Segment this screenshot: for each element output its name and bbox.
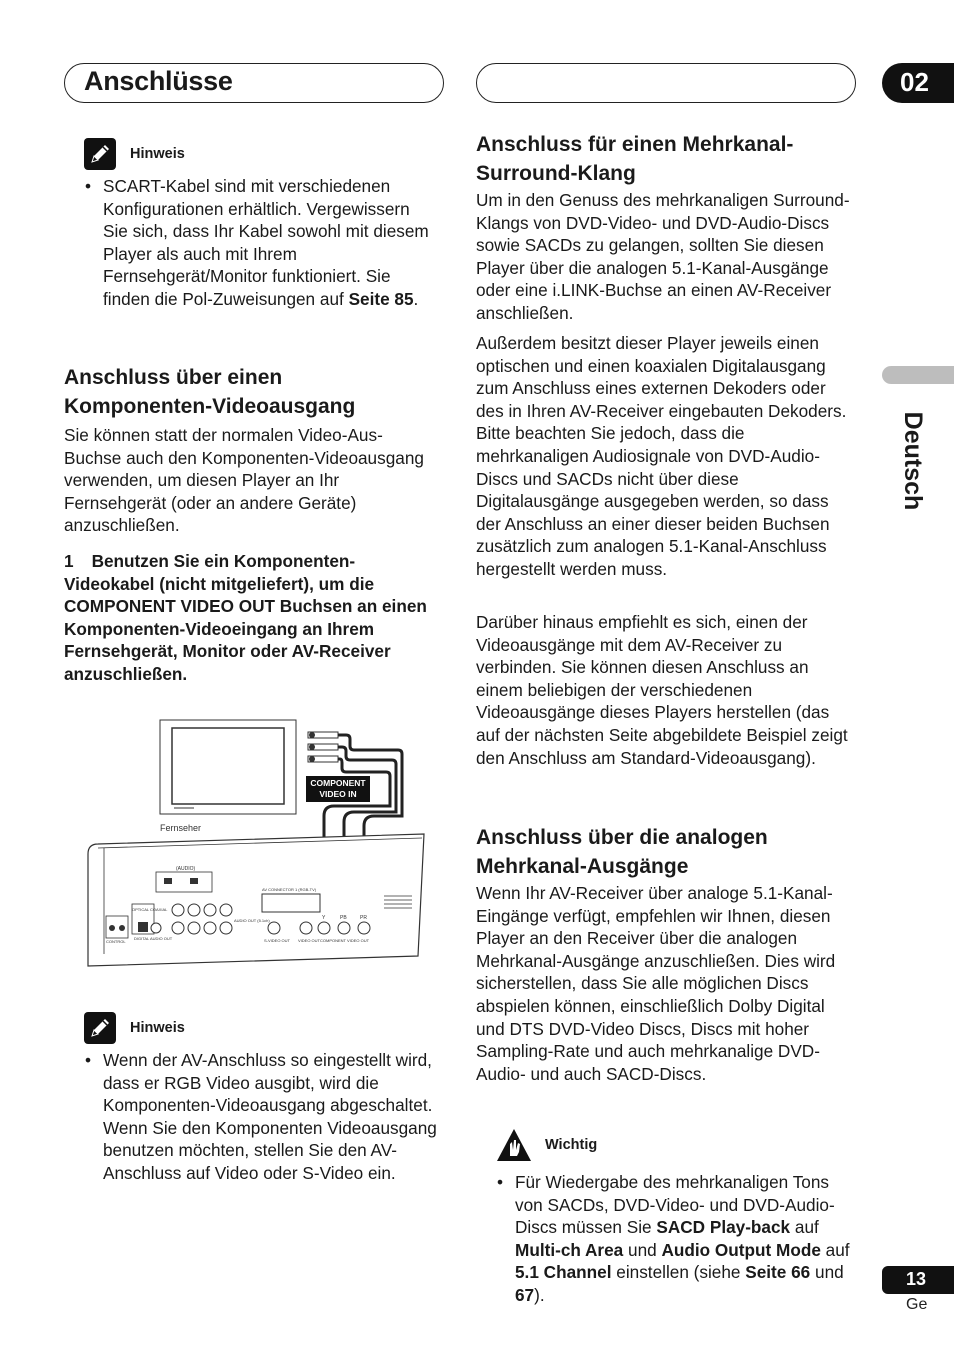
header-empty-frame [476,63,856,103]
warning-text: auf [790,1217,819,1238]
side-tab-language: Deutsch [899,411,927,511]
panel-component-label: COMPONENT VIDEO OUT [320,938,370,943]
step-number: 1 [64,551,74,571]
warning-text: und [623,1239,662,1260]
setting-name: Audio Output Mode [661,1239,821,1260]
section-paragraph: Um in den Genuss des mehrkanaligen Surround-Klangs von DVD-Video- und DVD-Audio-Discs sowie SACDs zu gelangen, sollten Sie diesen Player über die analogen 5.1-Kanal-Ausgänge oder eine i.LINK-Buchse an einen AV-Receiver anschließen. [476,190,850,323]
warning-text: und [810,1262,844,1283]
panel-pr-label: PR [360,915,367,921]
side-tab-bar [882,366,954,384]
tv-input-jacks [308,732,338,762]
tv-label: Fernseher [160,823,202,833]
page-number: 13 [906,1269,927,1289]
page-reference[interactable]: 67 [515,1284,535,1305]
page-reference[interactable]: Seite 85 [348,288,414,309]
panel-pb-label: PB [340,915,347,921]
chapter-badge [882,63,954,103]
panel-digital-label: DIGITAL AUDIO OUT [134,936,173,941]
note-text: SCART-Kabel sind mit verschiedenen Konfigurationen erhältlich. Vergewissern Sie sich, dass Ihr Kabel sowohl mit diesem Player als auch mit Ihrem Fernsehgerät/Monitor funktioniert. Sie finden die Pol-Zuweisungen auf [103,176,429,309]
warning-icon [496,1128,532,1162]
warning-label: Wichtig [545,1137,598,1153]
panel-audio-label: (AUDIO) [176,866,196,872]
panel-optical-label: OPTICAL [132,907,150,912]
chapter-number: 02 [900,67,929,97]
connection-diagram [84,716,434,976]
note-label: Hinweis [130,146,185,162]
note-icon [84,138,116,170]
section-paragraph: Wenn Ihr AV-Receiver über analoge 5.1-Kanal-Eingänge verfügt, empfehlen wir Ihnen, diesen Player an den Receiver über die analogen Mehrkanal-Ausgänge anzuschließen. Dies wird sicherstellen, dass Sie alle möglichen Discs abspielen können, einschließlich Dolby Digital und DTS DVD-Video Discs, Discs mit hoher Sampling-Rate und auch mehrkanalige DVD-Audio- und auch SACD-Discs. [476,883,836,1084]
section-heading: Anschluss über die analogen Mehrkanal-Ausgänge [476,826,768,878]
note-text-end: . [413,288,419,309]
panel-coaxial-label: COAXIAL [150,907,168,912]
step-1 [64,550,429,686]
page-title: Anschlüsse [84,66,233,96]
panel-y-label: Y [322,915,326,921]
panel-audio-out-label: AUDIO OUT (5.1ch) [234,918,270,923]
section-paragraph: Darüber hinaus empfiehlt es sich, einen der Videoausgänge mit dem AV-Receiver zu verbinden. Sie können diesen Anschluss an einem beliebigen der verschiedenen Videoausgänge dieses Players herstellen (das auf der nächsten Seite abgebildete Beispiel zeigt den Anschluss am Standard-Videoausgang). [476,612,848,768]
note-icon [84,1012,116,1044]
warning-text: auf [820,1239,850,1260]
panel-svideo-label: S-VIDEO OUT [264,938,291,943]
panel-video-label: VIDEO OUT [298,938,321,943]
input-label-1: COMPONENT [310,778,366,788]
warning-text: einstellen (siehe [611,1262,746,1283]
setting-value: Multi-ch Area [515,1239,624,1260]
language-code: Ge [906,1296,928,1313]
panel-av-label: AV CONNECTOR 1 (RGB-TV) [262,887,317,892]
note-label: Hinweis [130,1020,185,1036]
warning-bullet: • Für Wiedergabe des mehrkanaligen Tons von SACDs, DVD-Video- und DVD-Audio-Discs müssen Sie SACD Play-back auf Multi-ch Area und Audio Output Mode auf 5.1 Channel einstellen (siehe Seite 66 und 67). [497,1172,850,1305]
warning-text: ). [534,1284,545,1305]
section-paragraph: Außerdem besitzt dieser Player jeweils einen optischen und einen koaxialen Digitalausgang zum Anschluss eines externen Dekoders oder des in Ihren AV-Receiver eingebauten Dekoders. Bitte beachten Sie jedoch, dass die mehrkanaligen Audiosignale von DVD-Audio-Discs und SACDs nicht über diese Digitalausgänge ausgegeben werden, so dass der Anschluss an einer dieser beiden Buchsen zusätzlich zum analogen 5.1-Kanal-Anschluss hergestellt werden muss. [476,333,847,579]
note-bullet: • Wenn der AV-Anschluss so eingestellt wird, dass er RGB Video ausgibt, wird die Komponenten-Videoausgang abgeschaltet. Wenn Sie den Komponenten Videoausgang benutzen möchten, stellen Sie den AV-Anschluss auf Video oder S-Video ein. [85,1050,437,1183]
note-text: Wenn der AV-Anschluss so eingestellt wird, dass er RGB Video ausgibt, wird die Komponenten-Videoausgang abgeschaltet. Wenn Sie den Komponenten Videoausgang benutzen möchten, stellen Sie den AV-Anschluss auf Video oder S-Video ein. [103,1050,437,1183]
tv-screen [172,728,284,804]
player-panel [88,834,424,966]
note-bullet: • SCART-Kabel sind mit verschiedenen Konfigurationen erhältlich. Vergewissern Sie sich, dass Ihr Kabel sowohl mit diesem Player als auch mit Ihrem Fernsehgerät/Monitor funktioniert. Sie finden die Pol-Zuweisungen auf Seite 85. [85,176,429,309]
warning-text: Für Wiedergabe des mehrkanaligen Tons von SACDs, DVD-Video- und DVD-Audio-Discs müssen Sie [515,1172,835,1238]
input-label-2: VIDEO IN [319,789,357,799]
section-body: Sie können statt der normalen Video-Aus-Buchse auch den Komponenten-Videoausgang verwenden, um diesen Player an Ihr Fernsehgerät (oder an andere Geräte) anzuschließen. [64,425,424,536]
section-heading: Anschluss über einen Komponenten-Videoausgang [64,366,356,418]
page-reference[interactable]: Seite 66 [745,1262,811,1283]
panel-control-label: CONTROL [106,939,126,944]
page-number-badge [882,1266,954,1294]
setting-value: 5.1 Channel [515,1262,612,1283]
diagram-svg [84,716,434,976]
setting-name: SACD Play-back [656,1217,791,1238]
step-text: Benutzen Sie ein Komponenten-Videokabel (nicht mitgeliefert), um die COMPONENT VIDEO OUT Buchsen an einen Komponenten-Videoeingang an Ihrem Fernsehgerät, Monitor oder AV-Receiver anzuschließen. [64,551,427,684]
section-heading: Anschluss für einen Mehrkanal-Surround-Klang [476,133,794,185]
